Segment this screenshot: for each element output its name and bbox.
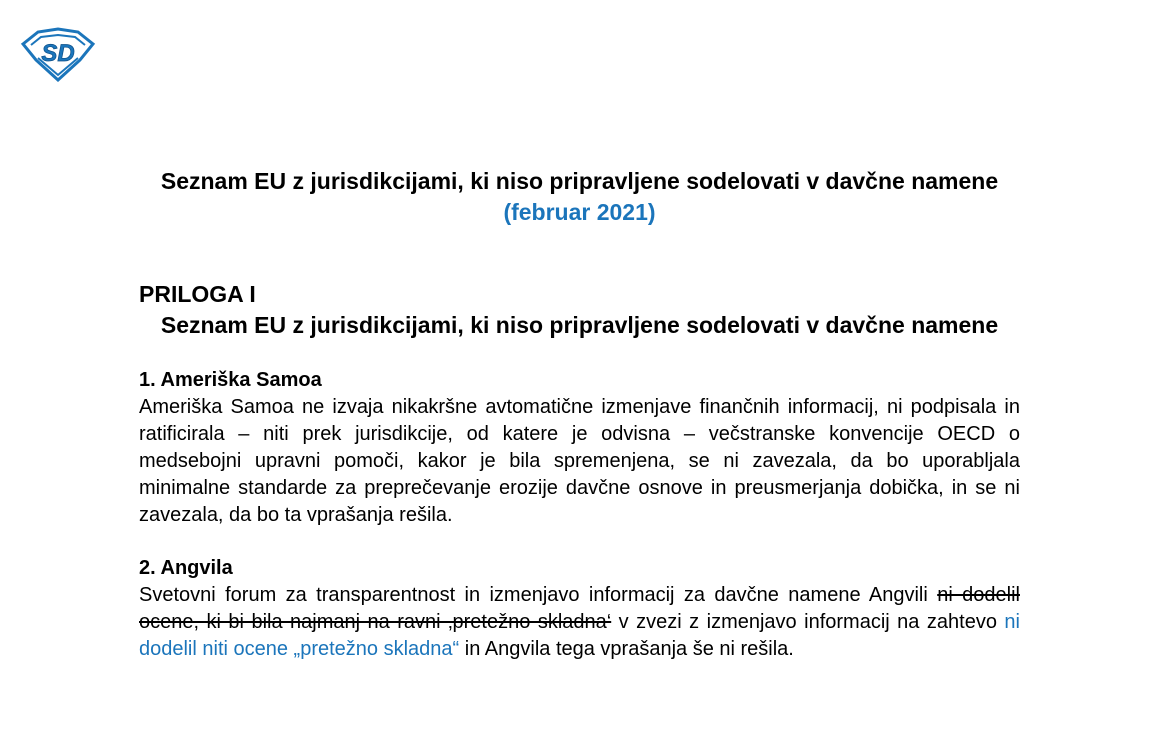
annex-section [139,279,1020,341]
annex-title: Seznam EU z jurisdikcijami, ki niso pripravljene sodelovati v davčne namene [160,312,999,338]
section-body: Ameriška Samoa ne izvaja nikakršne avtomatične izmenjave finančnih informacij, ni podpisala in ratificirala – niti prek jurisdikcije, od katere je odvisna – večstranske konvencije OECD o medsebojni upravni pomoči, kakor je bila spremenjena, se ni zavezala, da bo uporabljala minimalne standarde za preprečevanje erozije davčne osnove in preusmerjanja dobička, in se ni zavezala, da bo ta vprašanja rešila. [139,396,1020,526]
section-american-samoa [139,367,1020,529]
logo-text: SD [41,40,75,67]
annex-heading: PRILOGA I [139,281,256,307]
section-anguilla [139,555,1020,663]
document-page [139,166,1020,663]
section-body [139,582,1020,663]
body-text-end: in Angvila tega vprašanja še ni rešila. [464,638,794,660]
body-text-mid: v zvezi z izmenjavo informacij na zahtevo [618,611,997,633]
sd-logo [20,24,96,82]
body-text-start: Svetovni forum za transparentnost in izmenjavo informacij za davčne namene Angvili [139,584,928,606]
section-heading: 1. Ameriška Samoa [139,369,322,391]
section-heading: 2. Angvila [139,557,233,579]
document-date: (februar 2021) [503,199,656,225]
document-title: Seznam EU z jurisdikcijami, ki niso pripravljene sodelovati v davčne namene [160,168,999,194]
inserted-text: ni dodelil niti ocene „pretežno skladna“ [139,611,1020,660]
deleted-text: ni dodelil ocene, ki bi bila najmanj na ravni ‚pretežno skladna‘ [139,584,1020,633]
sd-shield-logo-icon [20,24,96,82]
